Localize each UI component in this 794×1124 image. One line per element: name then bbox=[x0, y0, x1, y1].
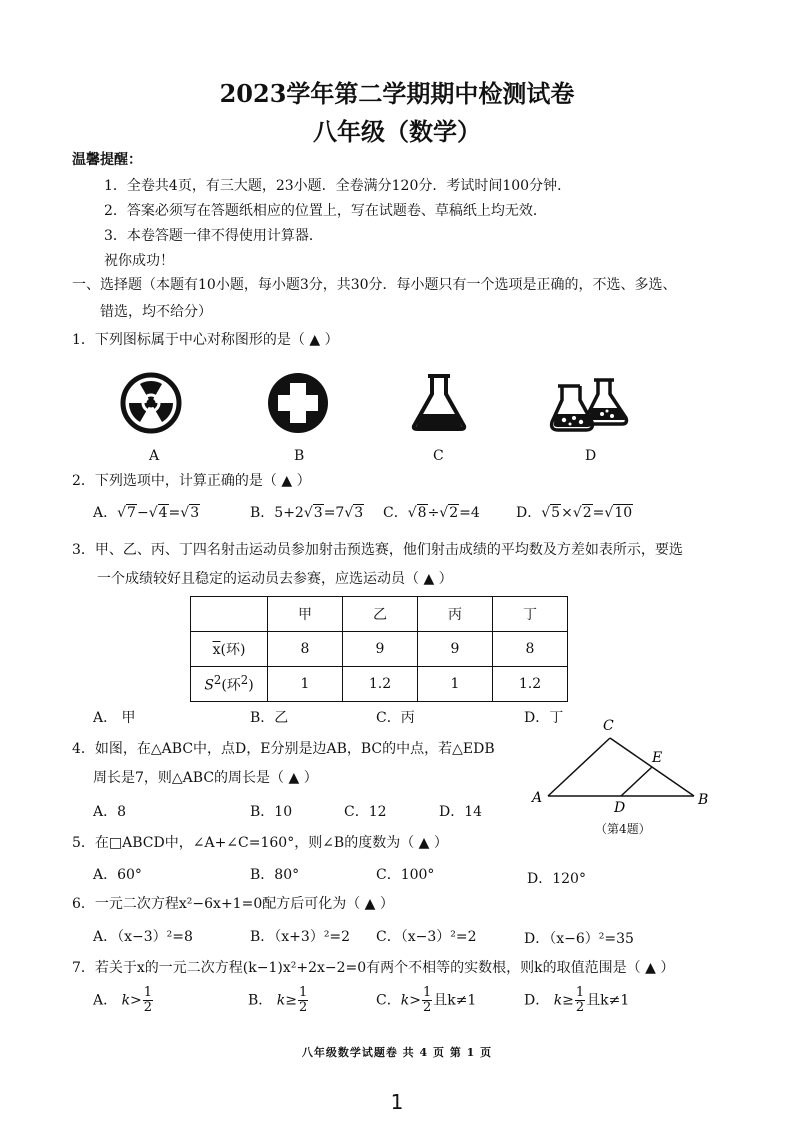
q7-option-b: B． k≥ $\frac{1}{2}$ bbox=[248, 985, 308, 1015]
page-footer: 八年级数学试题卷 共 4 页 第 1 页 bbox=[301, 1046, 493, 1059]
table-cell: 9 bbox=[418, 632, 493, 667]
question-4-line2: 周长是7，则△ABC的周长是（ ▲ ） bbox=[93, 770, 318, 786]
point-label-d: D bbox=[614, 800, 626, 814]
point-label-e: E bbox=[652, 750, 663, 766]
table-header-yi: 乙 bbox=[343, 597, 418, 632]
q3-option-b: B．乙 bbox=[250, 710, 289, 726]
q2-option-a: A．√7−√4=√3 bbox=[93, 505, 200, 521]
page-title: 2023学年第二学期期中检测试卷 bbox=[219, 79, 575, 108]
radiation-icon bbox=[120, 372, 182, 434]
q4-option-c: C．12 bbox=[344, 804, 387, 820]
page-subtitle: 八年级（数学） bbox=[313, 117, 481, 146]
q5-option-d: D．120° bbox=[527, 871, 586, 887]
option-label-c: C bbox=[433, 448, 444, 464]
flask-icon bbox=[408, 372, 470, 432]
q2-option-c: C．√8÷√2=4 bbox=[383, 505, 480, 521]
segment-de bbox=[621, 767, 652, 796]
question-6-stem: 6．一元二次方程x²−6x+1=0配方后可化为（ ▲ ） bbox=[72, 896, 394, 912]
question-5-stem: 5．在□ABCD中，∠A+∠C=160°，则∠B的度数为（ ▲ ） bbox=[72, 835, 448, 851]
vertex-label-c: C bbox=[603, 718, 614, 734]
figure-caption: （第4题） bbox=[595, 822, 651, 836]
mean-row-label: $\overline{x}$(环) bbox=[191, 632, 268, 667]
vertex-label-b: B bbox=[698, 792, 709, 808]
table-row bbox=[191, 632, 568, 667]
option-label-d: D bbox=[585, 448, 597, 464]
option-label-a: A bbox=[149, 448, 160, 464]
table-cell: 1.2 bbox=[493, 667, 568, 702]
q6-option-d: D．（x−6）²=35 bbox=[524, 931, 634, 947]
q6-option-c: C．（x−3）²=2 bbox=[376, 929, 477, 945]
question-1-stem: 1．下列图标属于中心对称图形的是（ ▲ ） bbox=[72, 332, 339, 348]
q7-option-c: C．k> $\frac{1}{2}$ 且k≠1 bbox=[376, 985, 477, 1015]
page-number: 1 bbox=[390, 1090, 404, 1114]
notice-item-2: 2．答案必须写在答题纸相应的位置上，写在试题卷、草稿纸上均无效． bbox=[104, 203, 547, 219]
medical-cross-icon bbox=[266, 371, 330, 435]
q7-option-d: D． k≥ $\frac{1}{2}$ 且k≠1 bbox=[524, 985, 630, 1015]
q4-option-a: A．8 bbox=[93, 804, 127, 820]
q4-option-b: B．10 bbox=[250, 804, 293, 820]
table-cell: 1.2 bbox=[343, 667, 418, 702]
q6-option-a: A．（x−3）²=8 bbox=[93, 929, 193, 945]
question-7-stem: 7．若关于x的一元二次方程(k−1)x²+2x−2=0有两个不相等的实数根，则k的取值范围是（ ▲ ） bbox=[72, 960, 675, 976]
table-header-ding: 丁 bbox=[493, 597, 568, 632]
q6-option-b: B．（x+3）²=2 bbox=[250, 929, 351, 945]
notice-item-1: 1．全卷共4页，有三大题，23小题．全卷满分120分．考试时间100分钟． bbox=[104, 178, 572, 194]
table-row bbox=[191, 597, 568, 632]
question-3-line2: 一个成绩较好且稳定的运动员去参赛，应选运动员（ ▲ ） bbox=[97, 571, 453, 587]
question-4-line1: 4．如图，在△ABC中，点D，E分别是边AB，BC的中点，若△EDB bbox=[72, 741, 495, 757]
notice-heading: 温馨提醒： bbox=[72, 152, 142, 168]
table-row bbox=[191, 667, 568, 702]
section-heading-line1: 一、选择题（本题有10小题，每小题3分，共30分．每小题只有一个选项是正确的，不选、多选、 bbox=[72, 277, 677, 293]
table-cell: 1 bbox=[418, 667, 493, 702]
option-label-b: B bbox=[294, 448, 305, 464]
table-header-jia: 甲 bbox=[268, 597, 343, 632]
q2-option-d: D．√5×√2=√10 bbox=[516, 505, 633, 521]
segment-ac bbox=[548, 738, 610, 796]
table-header-bing: 丙 bbox=[418, 597, 493, 632]
notice-item-3: 3．本卷答题一律不得使用计算器． bbox=[104, 228, 323, 244]
vertex-label-a: A bbox=[532, 790, 543, 806]
table-cell bbox=[191, 597, 268, 632]
q5-option-b: B．80° bbox=[250, 867, 300, 883]
q5-option-a: A．60° bbox=[93, 867, 142, 883]
table-cell: 1 bbox=[268, 667, 343, 702]
variance-row-label: $S^2$(环$^2$) bbox=[191, 667, 268, 702]
q4-option-d: D．14 bbox=[439, 804, 483, 820]
triangle-figure bbox=[528, 714, 718, 814]
q7-option-a: A． k> $\frac{1}{2}$ bbox=[93, 985, 153, 1015]
q3-option-d: D．丁 bbox=[524, 710, 564, 726]
table-cell: 8 bbox=[268, 632, 343, 667]
table-cell: 8 bbox=[493, 632, 568, 667]
q5-option-c: C．100° bbox=[376, 867, 435, 883]
q2-option-b: B．5+2√3=7√3 bbox=[250, 505, 364, 521]
section-heading-line2: 错选，均不给分） bbox=[100, 304, 212, 320]
question-3-line1: 3．甲、乙、丙、丁四名射击运动员参加射击预选赛，他们射击成绩的平均数及方差如表所示，要选 bbox=[72, 542, 683, 558]
two-flasks-icon bbox=[548, 374, 640, 436]
q3-option-c: C．丙 bbox=[376, 710, 415, 726]
stats-table bbox=[190, 596, 568, 702]
question-2-stem: 2．下列选项中，计算正确的是（ ▲ ） bbox=[72, 473, 311, 489]
table-cell: 9 bbox=[343, 632, 418, 667]
q3-option-a: A． 甲 bbox=[93, 710, 136, 726]
notice-wish: 祝你成功！ bbox=[104, 253, 174, 269]
